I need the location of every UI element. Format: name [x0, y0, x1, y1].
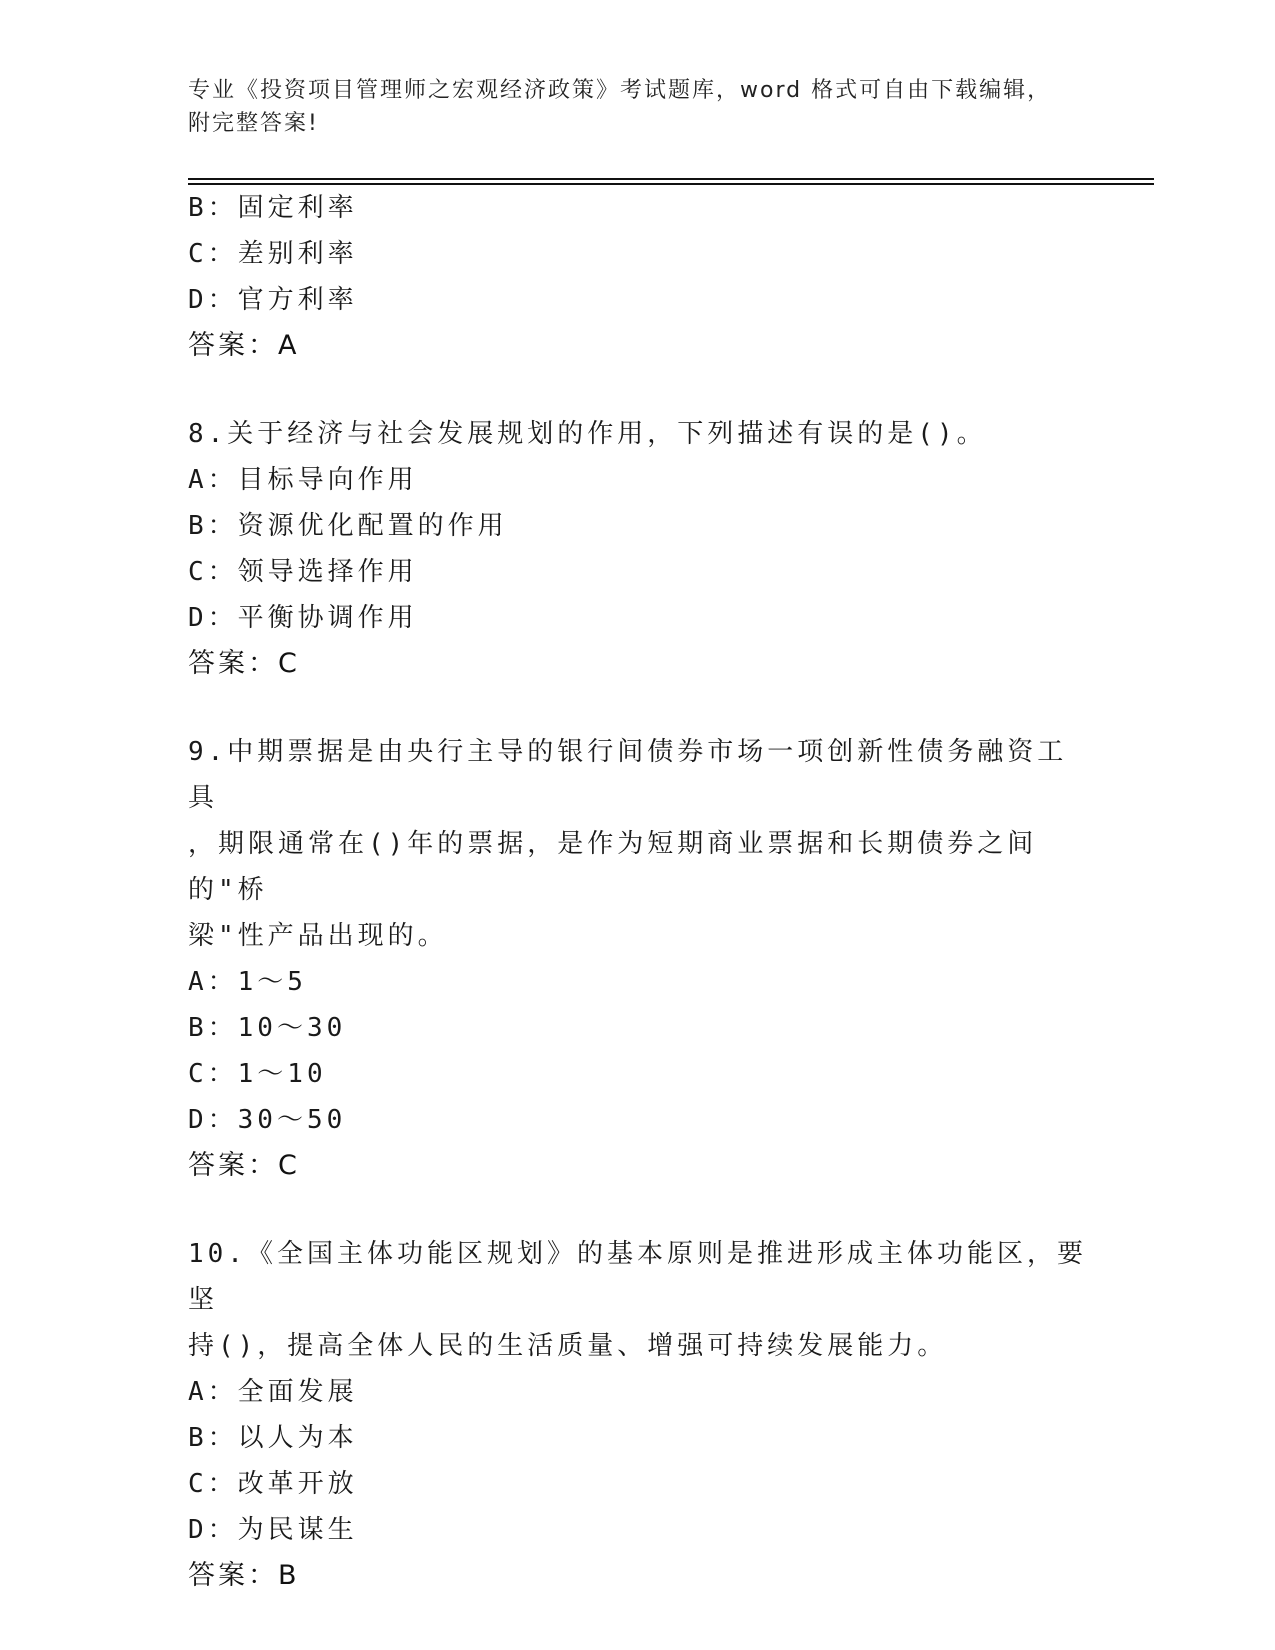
question-stem-line-2: ，期限通常在()年的票据，是作为短期商业票据和长期债券之间的"桥 [188, 829, 1038, 905]
option-c: C：领导选择作用 [188, 557, 418, 587]
option-b: B：10～30 [188, 1013, 347, 1043]
answer-line: 答案：C [188, 648, 300, 679]
answer-line: 答案：A [188, 330, 300, 361]
question-10 [188, 1231, 1088, 1599]
option-c: C：1～10 [188, 1059, 327, 1089]
header-line-2: 附完整答案! [188, 111, 319, 136]
question-stem-line-1: 10.《全国主体功能区规划》的基本原则是推进形成主体功能区，要坚 [188, 1239, 1087, 1315]
question-stem-line-3: 梁"性产品出现的。 [188, 921, 448, 951]
option-d: D：官方利率 [188, 285, 358, 315]
answer-line: 答案：B [188, 1560, 300, 1591]
document-header [188, 74, 1068, 140]
question-stem-line-2: 持()，提高全体人民的生活质量、增强可持续发展能力。 [188, 1331, 948, 1361]
option-a: A：1～5 [188, 967, 307, 997]
option-c: C：改革开放 [188, 1469, 358, 1499]
question-list [188, 185, 1088, 1599]
question-8 [188, 411, 1088, 687]
option-d: D：为民谋生 [188, 1515, 358, 1545]
option-b: B：以人为本 [188, 1423, 358, 1453]
option-d: D：30～50 [188, 1105, 347, 1135]
header-line-1: 专业《投资项目管理师之宏观经济政策》考试题库，word 格式可自由下载编辑， [188, 78, 1052, 103]
header-divider-top [188, 178, 1154, 180]
option-a: A：目标导向作用 [188, 465, 418, 495]
previous-question-tail [188, 185, 1088, 369]
option-d: D：平衡协调作用 [188, 603, 418, 633]
option-c: C：差别利率 [188, 239, 358, 269]
question-stem-line-1: 9.中期票据是由央行主导的银行间债券市场一项创新性债务融资工具 [188, 737, 1068, 813]
question-9 [188, 729, 1088, 1189]
option-b: B：固定利率 [188, 193, 358, 223]
question-stem: 8.关于经济与社会发展规划的作用，下列描述有误的是()。 [188, 419, 987, 449]
option-a: A：全面发展 [188, 1377, 358, 1407]
option-b: B：资源优化配置的作用 [188, 511, 508, 541]
answer-line: 答案：C [188, 1150, 300, 1181]
